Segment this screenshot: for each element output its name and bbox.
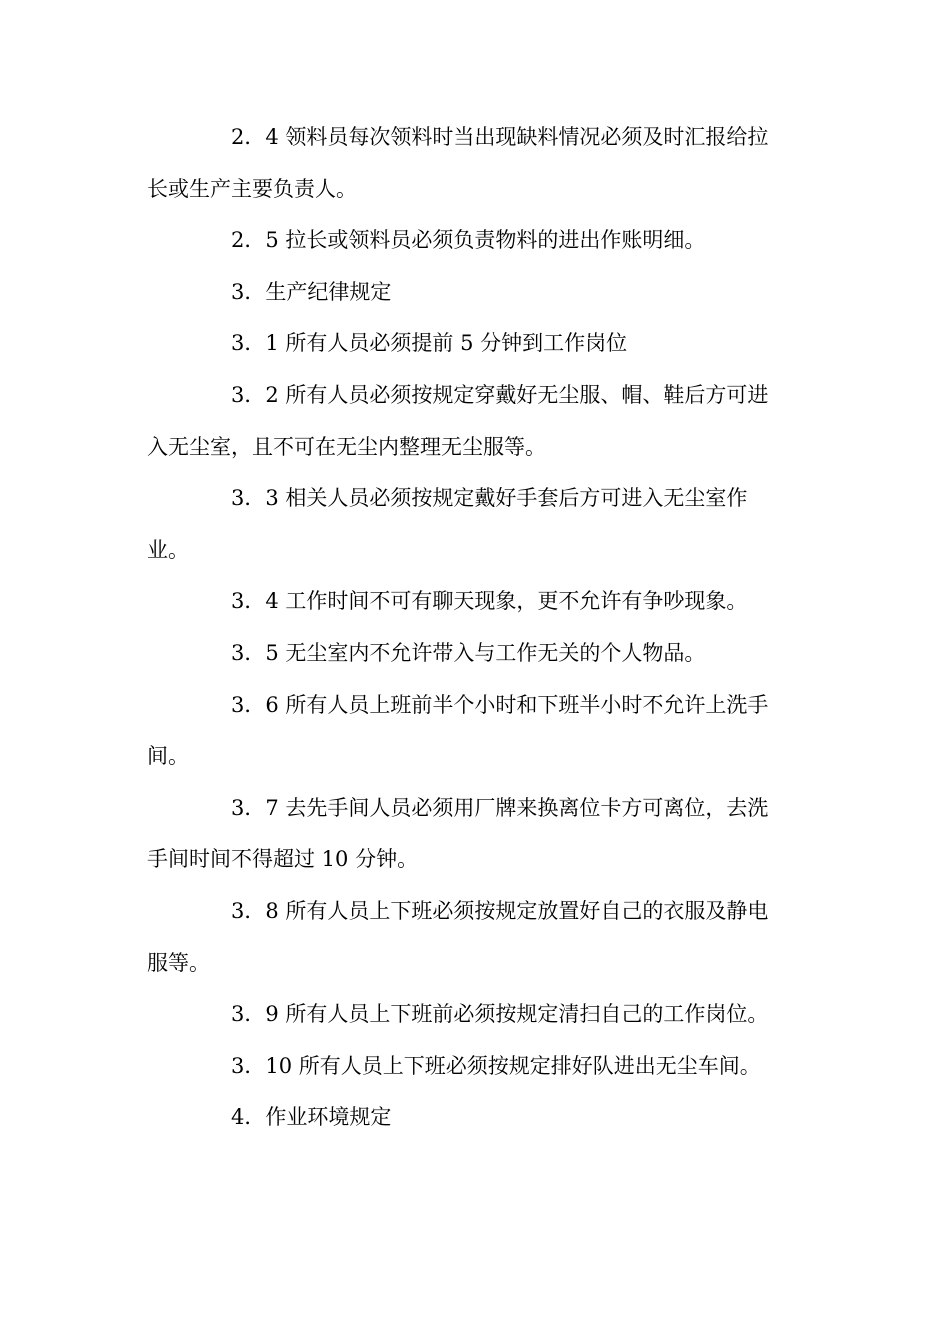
paragraph-2-4 — [147, 112, 807, 215]
paragraph-line: 3．10 所有人员上下班必须按规定排好队进出无尘车间。 — [231, 1053, 761, 1078]
heading-4 — [147, 1092, 807, 1144]
paragraph-line: 长或生产主要负责人。 — [147, 176, 357, 201]
paragraph-line: 3．2 所有人员必须按规定穿戴好无尘服、帽、鞋后方可进 — [231, 382, 769, 407]
paragraph-3-3 — [147, 473, 807, 576]
paragraph-line: 3．6 所有人员上班前半个小时和下班半小时不允许上洗手 — [231, 692, 769, 717]
paragraph-line: 业。 — [147, 537, 189, 562]
paragraph-3-1 — [147, 318, 807, 370]
paragraph-3-9 — [147, 989, 807, 1041]
paragraph-line: 3．8 所有人员上下班必须按规定放置好自己的衣服及静电 — [231, 898, 769, 923]
paragraph-line: 3．生产纪律规定 — [231, 279, 392, 304]
paragraph-3-2 — [147, 370, 807, 473]
paragraph-line: 手间时间不得超过 10 分钟。 — [147, 847, 419, 872]
paragraph-3-7 — [147, 783, 807, 886]
paragraph-line: 2．5 拉长或领料员必须负责物料的进出作账明细。 — [231, 228, 706, 253]
paragraph-3-6 — [147, 680, 807, 783]
paragraph-3-10 — [147, 1041, 807, 1093]
paragraph-3-5 — [147, 628, 807, 680]
paragraph-line: 间。 — [147, 744, 189, 769]
paragraph-line: 3．3 相关人员必须按规定戴好手套后方可进入无尘室作 — [231, 486, 748, 511]
paragraph-line: 3．5 无尘室内不允许带入与工作无关的个人物品。 — [231, 640, 706, 665]
paragraph-line: 3．7 去先手间人员必须用厂牌来换离位卡方可离位，去洗 — [231, 795, 769, 820]
paragraph-line: 3．1 所有人员必须提前 5 分钟到工作岗位 — [231, 331, 628, 356]
paragraph-3-8 — [147, 886, 807, 989]
paragraph-line: 服等。 — [147, 950, 210, 975]
paragraph-line: 2．4 领料员每次领料时当出现缺料情况必须及时汇报给拉 — [231, 125, 769, 149]
paragraph-3-4 — [147, 576, 807, 628]
paragraph-line: 3．9 所有人员上下班前必须按规定清扫自己的工作岗位。 — [231, 1002, 769, 1027]
paragraph-line: 3．4 工作时间不可有聊天现象，更不允许有争吵现象。 — [231, 589, 748, 614]
paragraph-2-5 — [147, 215, 807, 267]
document-body — [147, 112, 807, 1144]
heading-3 — [147, 267, 807, 319]
paragraph-line: 入无尘室，且不可在无尘内整理无尘服等。 — [147, 434, 546, 459]
paragraph-line: 4．作业环境规定 — [231, 1105, 392, 1130]
